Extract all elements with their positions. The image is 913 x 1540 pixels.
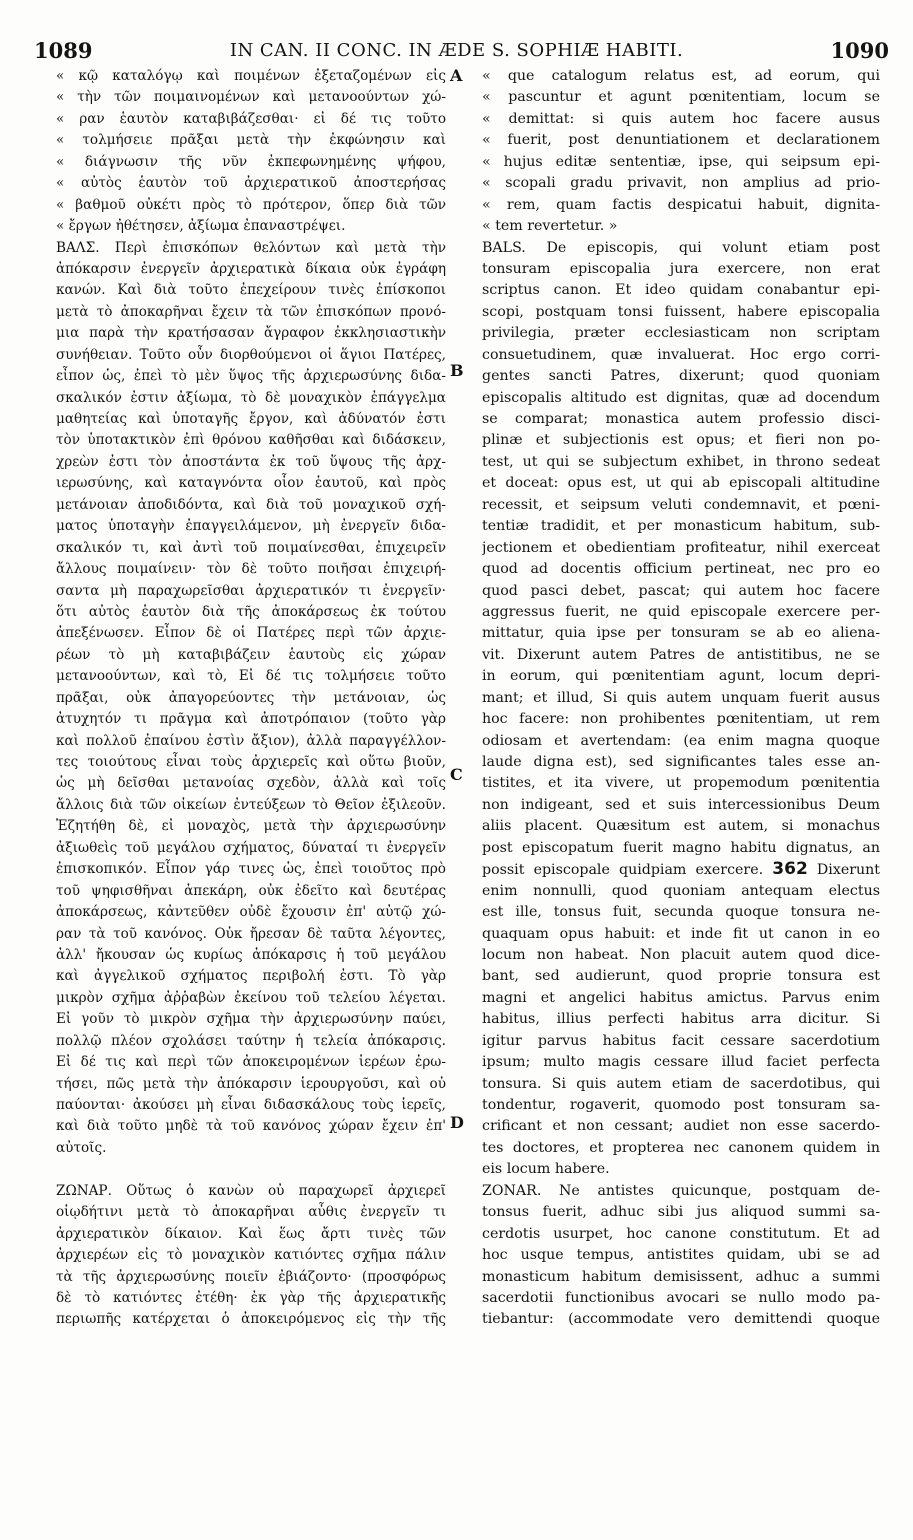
latin-line: bant, sed audierunt, quod proprie tonsura est — [482, 968, 880, 985]
greek-line: πολλῷ πλέον σχολάσει ταύτην ἡ τελεία ἀπόκαρσις. — [56, 1032, 446, 1049]
page-marker-number: 362 — [772, 859, 808, 880]
latin-line: monasticum habitum demisissent, adhuc a summi — [482, 1268, 880, 1285]
latin-line: plinæ et subjectionis est opus; et fieri non po- — [482, 432, 880, 449]
greek-line: τὰ τῆς ἀρχιερωσύνης ποιεῖν ἐβιάζοντο· (προσφόρως — [56, 1268, 446, 1285]
latin-line: possit episcopale quidpiam exercere. 362 Dixerunt — [482, 859, 880, 880]
latin-line: tiebantur: (accommodate vero demittendi quoque — [482, 1311, 880, 1328]
greek-line: μετανοούντων, καὶ τὸ, Εἰ δέ τις τολμήσειε τοῦτο — [56, 668, 446, 685]
page-number-left: 1089 — [34, 38, 93, 63]
greek-line: πρᾶξαι, οὐκ ἀπαγορεύοντες τὴν μετάνοιαν, ὡς — [56, 689, 446, 706]
latin-line: aliis placent. Quæsitum est autem, si monachus — [482, 818, 880, 835]
latin-line: se comparat; monastica autem professio disci- — [482, 411, 880, 427]
latin-line: laude digna est), sed significantes tales esse an- — [482, 754, 880, 770]
greek-line: ἀλλ' ἤκουσαν ὡς κυρίως ἀπόκαρσις ἡ τοῦ μεγάλου — [56, 946, 446, 963]
greek-line: ἀποκάρσεως, κἀντεῦθεν οὐδὲ ἔχουσιν ἐπ' αὐτῷ χώ- — [56, 904, 446, 921]
greek-line: Ἐζητήθη δὲ, εἰ μοναχὸς, μετὰ τὴν ἀρχιερωσύνην — [56, 818, 446, 835]
latin-line: « demittat: si quis autem hoc facere ausus — [482, 110, 880, 127]
greek-line: Εἰ δέ τις καὶ περὶ τῶν ἀποκειρομένων ἱερέων ἐρω- — [56, 1054, 446, 1071]
latin-line: scriptus canon. Et ideo quidam conabantur epi- — [482, 282, 880, 299]
latin-line: « pascuntur et agunt pœnitentiam, locum se — [482, 89, 880, 106]
greek-line: ἐπισκοπικόν. Εἶπον γάρ τινες ὡς, ἐπεὶ τοιοῦτος πρὸ — [56, 861, 446, 878]
latin-line: mant; et illud, Si quis autem unquam fuerit ausus — [482, 689, 880, 706]
margin-letter-a: A — [450, 66, 463, 85]
greek-line: « διάγνωσιν τῆς νῦν ἐκπεφωνημένης ψήφου, — [56, 153, 446, 170]
latin-line: ipsum; multo magis cessare illud faciet perfecta — [482, 1054, 880, 1071]
greek-line: « αὐτὸς ἑαυτὸν τοῦ ἀρχιερατικοῦ ἀποστερήσας — [56, 175, 446, 192]
greek-line: τοῦ ψηφισθῆναι ἀπεκάρη, οὐκ ἐδεῖτο καὶ δευτέρας — [56, 882, 446, 899]
page-number-right: 1090 — [830, 38, 889, 63]
greek-column — [56, 66, 446, 1331]
greek-line: μια παρὰ τὴν κρατήσασαν ἄγραφον ἐκκλησιαστικὴν — [56, 325, 446, 342]
greek-line: ρέων τὸ μὴ καταβιβάζειν ἑαυτοὺς εἰς χώραν — [56, 646, 446, 663]
latin-line: tonsuram episcopalia jura exercere, non erat — [482, 260, 880, 277]
latin-line: « que catalogum relatus est, ad eorum, qui — [482, 68, 880, 84]
greek-line: ὡς μὴ δεῖσθαι μετανοίας σχεδὸν, ἀλλὰ καὶ τοῖς — [56, 775, 446, 792]
greek-line: καὶ ἀγγελικοῦ σχήματος περιβολή ἐστι. Τὸ γὰρ — [56, 968, 446, 985]
greek-line: μικρὸν σχῆμα ἀῤῥαβὼν ἐκείνου τοῦ τελείου λέγεται. — [56, 989, 446, 1006]
greek-line: σαντα μὴ παραχωρεῖσθαι ἀρχιερατικόν τι ἐνεργεῖν· — [56, 582, 446, 599]
greek-line: καὶ διὰ τοῦτο μηδὲ τὰ τοῦ κανόνος χώραν ἔχειν ἐπ' — [56, 1118, 446, 1135]
greek-line: οἱῳδήτινι μετὰ τὸ ἀποκαρῆναι αὖθις ἐνεργεῖν τι — [56, 1204, 446, 1221]
greek-line: κανών. Καὶ διὰ τοῦτο ἐπεχείρουν τινὲς ἐπίσκοποι — [56, 282, 446, 299]
greek-line: μετάνοιαν ἀποδιδόντα, καὶ διὰ τοῦ μοναχικοῦ σχή- — [56, 496, 446, 513]
latin-line: mittatur, quia ipse per tonsuram se ab eo alienа- — [482, 625, 880, 642]
latin-line: non indigeant, sed et suis intercessionibus Deum — [482, 796, 880, 813]
greek-line: Εἰ γοῦν τὸ μικρὸν σχῆμα τὴν ἀρχιερωσύνην παύει, — [56, 1011, 446, 1028]
latin-line: enim nonnulli, quod quoniam antequam electus — [482, 882, 880, 899]
latin-line: tes doctores, et propterea nec canonem quidem in — [482, 1139, 880, 1156]
greek-line: μετὰ τὸ ἀποκαρῆναι ἔχειν τὰ τῶν ἐπισκόπων προνό- — [56, 303, 446, 320]
greek-line: ΖΩΝΑΡ. Οὕτως ὁ κανὼν οὐ παραχωρεῖ ἀρχιερεῖ — [56, 1182, 446, 1199]
greek-line: ἀρχιερατικὸν δίκαιον. Καὶ ἕως ἄρτι τινὲς τῶν — [56, 1225, 446, 1242]
greek-line: μαθητείας καὶ ὑποταγῆς ἔργον, καὶ ἀδύνατόν ἐστι — [56, 411, 446, 427]
latin-line: est ille, tonsus fuit, secunda quoque tonsura ne- — [482, 904, 880, 921]
latin-line: ZONAR. Ne antistes quicunque, postquam de- — [482, 1182, 880, 1199]
latin-line: quaquam opus habuit: et inde fit ut canon in eo — [482, 925, 880, 942]
latin-line: habitus, illius perfecti habitus arra dicitur. Si — [482, 1011, 880, 1028]
latin-line: recessit, et seipsum veluti condemnavit, et pœni- — [482, 496, 880, 513]
greek-line: ἄλλοις διὰ τῶν οἰκείων ἐντεύξεων τὸ Θεῖον ἐξιλεοῦν. — [56, 796, 446, 813]
latin-line: privilegia, præter ecclesiasticam non scriptam — [482, 325, 880, 342]
greek-line: σκαλικόν ἐστιν ἀξίωμα, τὸ δὲ μοναχικὸν ἐπάγγελμα — [56, 389, 446, 406]
greek-line — [56, 1159, 446, 1180]
latin-line: scopi, postquam tonsi fuissent, habere episcopalia — [482, 303, 880, 320]
latin-line: cerdotis usurpet, hoc canone constitutum. Et ad — [482, 1225, 880, 1242]
latin-line: « fuerit, post denuntiationem et declarationem — [482, 132, 880, 149]
greek-line: αὐτοῖς. — [56, 1139, 107, 1156]
latin-line: « tem revertetur. » — [482, 218, 618, 235]
greek-line: συνήθειαν. Τοῦτο οὖν διορθούμενοι οἱ ἅγιοι Πατέρες, — [56, 346, 446, 363]
greek-line: ιερωσύνης, καὶ καταγνόντα οἷον ἑαυτοῦ, καὶ πρὸς — [56, 475, 446, 492]
latin-line: hoc facere: non prohibentes pœnitentiam, ut rem — [482, 711, 880, 728]
greek-line: « τὴν τῶν ποιμαινομένων καὶ μετανοούντων χώ- — [56, 89, 446, 106]
latin-line: et doceat: opus est, ut qui ab episcopali altitudine — [482, 475, 880, 492]
greek-line: ἀξιωθεὶς τοῦ μεγάλου σχήματος, δύναταί τι ἐνεργεῖν — [56, 839, 446, 856]
margin-letter-c: C — [450, 765, 463, 784]
latin-column — [482, 66, 880, 1331]
latin-line: hoc usque tempus, antistites quidam, ubi se ad — [482, 1247, 880, 1264]
greek-line: ὅτι αὐτὸς ἑαυτὸν διὰ τῆς ἀποκάρσεως ἐκ τούτου — [56, 603, 446, 620]
latin-line: BALS. De episcopis, qui volunt etiam post — [482, 239, 880, 256]
greek-line: τὸν ὑποτακτικὸν ἐπὶ θρόνου καθῆσθαι καὶ διδάσκειν, — [56, 432, 446, 449]
latin-line: « hujus editæ sententiæ, ipse, qui seipsum epi- — [482, 153, 880, 170]
greek-line: ἀρχιερέων εἰς τὸ μοναχικὸν κατιόντες σχῆμα πάλιν — [56, 1247, 446, 1264]
greek-line: καὶ πολλοῦ ἐπαίνου ἐστὶν ἄξιον), ἀλλὰ παραγγέλλον- — [56, 732, 446, 749]
greek-line: ἀπόκαρσιν ἐνεργεῖν ἀρχιερατικὰ δίκαια οὐκ ἐγράφη — [56, 260, 446, 277]
greek-line: σκαλικόν τι, καὶ ἀντὶ τοῦ ποιμαίνεσθαι, ἐπιχειρεῖν — [56, 539, 446, 556]
latin-line: post episcopatum fuerit magno habitu dignatus, an — [482, 839, 880, 856]
greek-line: ἀπεξένωσεν. Εἶπον δὲ οἱ Πατέρες περὶ τῶν ἀρχιε- — [56, 625, 446, 642]
greek-line: παύονται· ἀκούσει μὴ εἶναι διδασκάλους τοὺς ἱερεῖς, — [56, 1097, 446, 1113]
latin-line: locum non habeat. Non placuit autem quod dice- — [482, 946, 880, 963]
latin-line: quod pasci debet, pascat; qui autem hoc facere — [482, 582, 880, 599]
latin-line: sacerdotii functionibus avocari se nullo modo pa- — [482, 1289, 880, 1306]
latin-line: test, ut qui se subjectum exhibet, in throno sedeat — [482, 453, 880, 470]
margin-letter-b: B — [450, 361, 464, 380]
latin-line: tonsura. Si quis autem etiam de sacerdotibus, qui — [482, 1075, 880, 1092]
margin-letter-d: D — [450, 1113, 464, 1132]
latin-line: gentes sancti Patres, dixerunt; quod quoniam — [482, 368, 880, 385]
latin-line: magni et angelici habitus amictus. Parvus enim — [482, 989, 880, 1006]
greek-line: δὲ τὸ κατιόντες ἐτέθη· ἐκ γὰρ τῆς ἀρχιερατικῆς — [56, 1289, 446, 1306]
greek-line: τήσει, πῶς μετὰ τὴν ἀπόκαρσιν ἱερουργοῦσι, καὶ οὐ — [56, 1075, 446, 1092]
greek-line: ραν τὰ τοῦ κανόνος. Οὐκ ἤρεσαν δὲ ταῦτα λέγοντες, — [56, 925, 446, 942]
greek-line: « βαθμοῦ οὐκέτι πρὸς τὸ πρότερον, ὅπερ διὰ τῶν — [56, 196, 446, 213]
latin-line: consuetudinem, quæ invaluerat. Hoc ergo corri- — [482, 346, 880, 363]
latin-line: « rem, quam factis despicatui habuit, dignita- — [482, 196, 880, 213]
page-header — [0, 38, 913, 66]
latin-line: tistites, et ita vivere, ut propemodum pœnitentia — [482, 775, 880, 792]
latin-line: aggressus fuerit, ne quid episcopale exercere per- — [482, 603, 880, 620]
latin-line: in eorum, qui pœnitentiam agunt, locum depri- — [482, 668, 880, 685]
greek-line: εἶπον ὡς, ἐπεὶ τὸ μὲν ὕψος τῆς ἀρχιερωσύνης διδα- — [56, 368, 446, 385]
latin-line: igitur parvus habitus facit cessare sacerdotium — [482, 1032, 880, 1049]
greek-line: « τολμήσειε πρᾶξαι μετὰ τὴν ἐκφώνησιν καὶ — [56, 132, 446, 149]
latin-line: episcopalis altitudo est dignitas, quæ ad docendum — [482, 389, 880, 406]
greek-line: ματος ὑποταγὴν ἐπαγγειλάμενον, μὴ ἐνεργεῖν διδα- — [56, 518, 446, 535]
latin-line: odiosam et avertendam: (ea enim magna quoque — [482, 732, 880, 749]
greek-line: περιωπῆς κατέρχεται ὁ ἀποκειρόμενος εἰς τὴν τῆς — [56, 1311, 446, 1328]
latin-line: tentiæ tradidit, et per monasticum habitum, sub- — [482, 518, 880, 535]
latin-line: tondentur, rogaverit, quomodo post tonsuram sa- — [482, 1097, 880, 1113]
latin-line: « scopali gradu privavit, non amplius ad prio- — [482, 175, 880, 192]
greek-line: « ραν ἑαυτὸν καταβιβάζεσθαι· εἰ δέ τις τοῦτο — [56, 110, 446, 127]
greek-line: ἄλλους ποιμαίνειν· τὸν δὲ τοῦτο ποιῆσαι ἐπιχειρή- — [56, 561, 446, 578]
greek-line: « κῷ καταλόγῳ καὶ ποιμένων ἐξεταζομένων εἰς — [56, 68, 446, 84]
latin-line: jectionem et obedientiam profiteatur, nihil exerceat — [482, 539, 880, 556]
greek-line: ΒΑΛΣ. Περὶ ἐπισκόπων θελόντων καὶ μετὰ τὴν — [56, 239, 446, 256]
greek-line: ἀτυχητόν τι πρᾶγμα καὶ ἀποτρόπαιον (τοῦτο γὰρ — [56, 711, 446, 728]
latin-line: tonsus fuerit, adhuc sibi jus aliquod summi sa- — [482, 1204, 880, 1221]
greek-line: « ἔργων ἠθέτησεν, ἀξίωμα ἐπαναστρέψει. — [56, 218, 346, 235]
latin-line: vit. Dixerunt autem Patres de antistitibus, ne se — [482, 646, 880, 663]
latin-line: crificant et non cessant; audiet non esse sacerdo- — [482, 1118, 880, 1135]
greek-line: χρεὼν ἐστι τὸν ἀποστάντα ἐκ τοῦ ὕψους τῆς ἀρχ- — [56, 453, 446, 470]
greek-line: τες τοιούτους εἶναι τοὺς ἀρχιερεῖς καὶ οὕτω βιοῦν, — [56, 754, 446, 770]
latin-line: eis locum habere. — [482, 1161, 610, 1178]
latin-line: quod ad docentis officium pertineat, nec pro eo — [482, 561, 880, 578]
running-title: IN CAN. II CONC. IN ÆDE S. SOPHIÆ HABITI. — [229, 40, 684, 61]
